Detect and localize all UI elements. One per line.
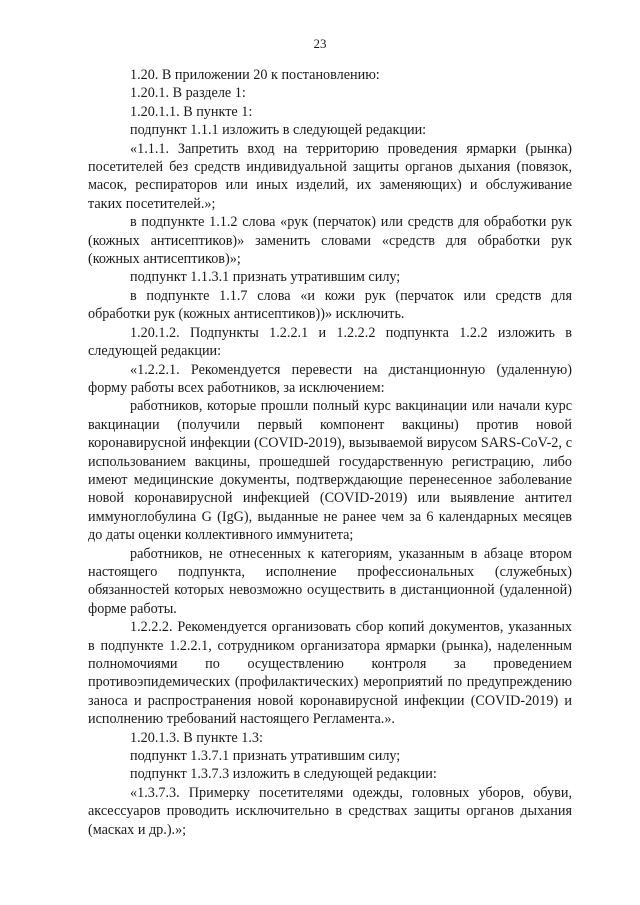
paragraph: в подпункте 1.1.2 слова «рук (перчаток) или средств для обработки рук (кожных антисептиков)» заменить словами «средств для обработки рук (кожных антисептиков)»; xyxy=(88,214,572,268)
page-number: 23 xyxy=(313,36,327,51)
paragraph: «1.2.2.1. Рекомендуется перевести на дистанционную (удаленную) форму работы всех работников, за исключением: xyxy=(88,361,572,396)
paragraph: подпункт 1.3.7.1 признать утратившим силу; xyxy=(130,748,401,765)
paragraph: 1.20.1. В разделе 1: xyxy=(130,85,246,102)
paragraph: 1.20.1.2. Подпункты 1.2.2.1 и 1.2.2.2 подпункта 1.2.2 изложить в следующей редакции: xyxy=(88,324,572,360)
paragraph: 1.2.2.2. Рекомендуется организовать сбор копий документов, указанных в подпункте 1.2.2.1, сотрудником организатора ярмарки (рынка), наделенным полномочиями по осуществлению контроля за проведением противоэпидемических (профилактических) мероприятий по предупреждению заноса и распространения новой коронавирусной инфекции (COVID-2019) и исполнению требований настоящего Регламента.». xyxy=(88,619,572,728)
paragraph: работников, которые прошли полный курс вакцинации или начали курс вакцинации (получили первый компонент вакцины) против новой коронавирусной инфекции (COVID-2019), вызываемой вирусом SARS-CoV-2, с использованием вакцины, прошедшей государственную регистрацию, либо имеют медицинские документы, подтверждающие перенесенное заболевание новой коронавирусной инфекцией (COVID-2019) или выявление антител иммуноглобулина G (IgG), выданные не ранее чем за 6 календарных месяцев до даты оценки коллективного иммунитета; xyxy=(88,398,572,544)
document-body xyxy=(88,66,572,839)
paragraph: 1.20. В приложении 20 к постановлению: xyxy=(130,67,380,83)
paragraph: подпункт 1.1.1 изложить в следующей редакции: xyxy=(130,122,427,139)
paragraph: подпункт 1.1.3.1 признать утратившим силу; xyxy=(130,269,401,286)
paragraph: «1.1.1. Запретить вход на территорию проведения ярмарки (рынка) посетителей без средств индивидуальной защиты органов дыхания (повязок, масок, респираторов или иных изделий, их заменяющих) и обслуживание таких посетителей.»; xyxy=(88,140,572,212)
paragraph: в подпункте 1.1.7 слова «и кожи рук (перчаток или средств для обработки рук (кожных антисептиков))» исключить. xyxy=(88,287,572,323)
paragraph: «1.3.7.3. Примерку посетителями одежды, головных уборов, обуви, аксессуаров проводить исключительно в средствах защиты органов дыхания (масках и др.).»; xyxy=(88,784,572,838)
paragraph: 1.20.1.3. В пункте 1.3: xyxy=(130,729,263,746)
paragraph: 1.20.1.1. В пункте 1: xyxy=(130,103,253,120)
paragraph: подпункт 1.3.7.3 изложить в следующей редакции: xyxy=(130,766,437,783)
paragraph: работников, не отнесенных к категориям, указанным в абзаце втором настоящего подпункта, исполнение профессиональных (служебных) обязанностей которых невозможно осуществить в дистанционной (удаленной) форме работы. xyxy=(88,545,572,617)
